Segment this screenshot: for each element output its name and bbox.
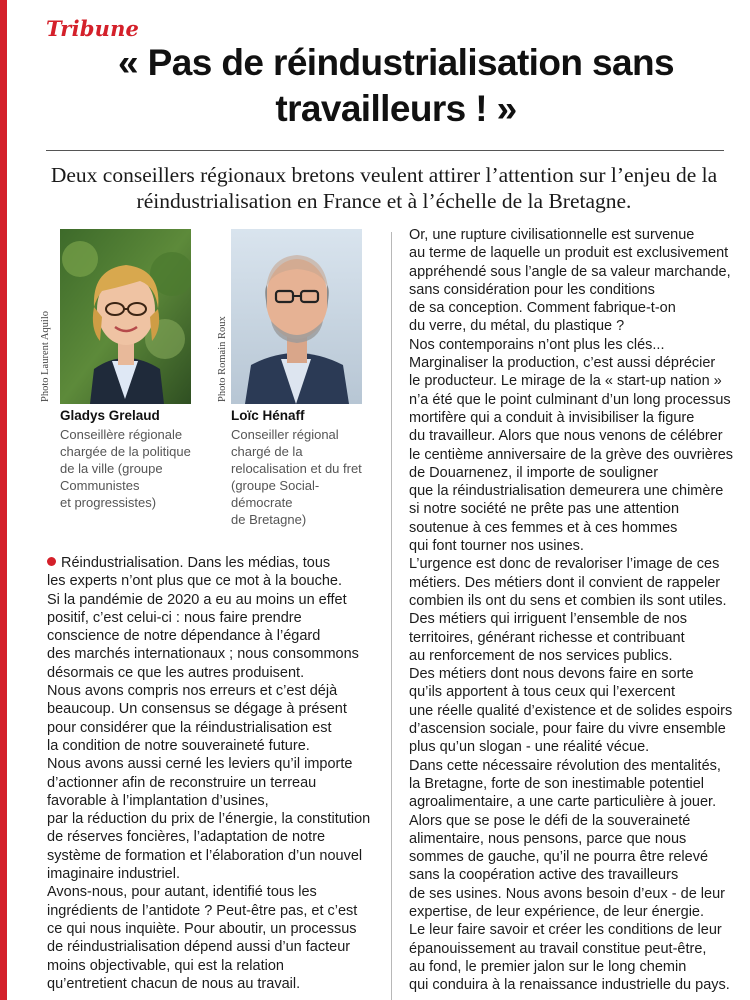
- role-line: relocalisation et du fret: [231, 461, 362, 476]
- body-line: de réserves foncières, l’adaptation de notre: [47, 829, 326, 846]
- body-line: système de formation et l’élaboration d’un nouvel: [47, 847, 363, 864]
- red-bullet-icon: [47, 557, 56, 566]
- body-line: Le leur faire savoir et créer les conditions de leur: [409, 922, 722, 939]
- body-line: Nos contemporains n’ont plus les clés...: [409, 336, 665, 353]
- body-line: d’actionner afin de reconstruire un terreau: [47, 774, 317, 791]
- body-line: au fond, le premier jalon sur le long chemin: [409, 958, 687, 975]
- body-line: désormais ce que les autres produisent.: [47, 664, 305, 681]
- portrait-loic-henaff: [231, 229, 362, 404]
- body-line: métiers. Des métiers dont il convient de rappeler: [409, 574, 721, 591]
- body-line: pour considérer que la réindustrialisation est: [47, 719, 332, 736]
- role-line: de la ville (groupe: [60, 461, 163, 476]
- body-line: Alors que se pose le défi de la souveraineté: [409, 812, 691, 829]
- body-line: Des métiers dont nous devons faire en sorte: [409, 666, 694, 683]
- body-line: que la réindustrialisation demeurera une chimère: [409, 483, 724, 500]
- body-line: moins objectivable, qui est la relation: [47, 957, 284, 974]
- body-line: soutenue à ces femmes et à ces hommes: [409, 519, 678, 536]
- body-line: qu’entretient chacun de nous au travail.: [47, 975, 301, 992]
- standfirst: Deux conseillers régionaux bretons veulent attirer l’attention sur l’enjeu de la réindustrialisation en France et à l’échelle de la Bretagne.: [50, 163, 718, 213]
- body-line: ingrédients de l’antidote ? Peut-être pas, et c’est: [47, 902, 358, 919]
- body-line: la Bretagne, forte de son inestimable potentiel: [409, 775, 705, 792]
- body-line: des marchés internationaux ; nous consommons: [47, 646, 359, 663]
- body-line: Réindustrialisation. Dans les médias, tous: [47, 554, 383, 572]
- body-line: conscience de notre dépendance à l’égard: [47, 628, 321, 645]
- role-line: chargée de la politique: [60, 444, 191, 459]
- body-line: qui font tourner nos usines.: [409, 538, 584, 555]
- body-line: plus qu’un slogan - une réalité vécue.: [409, 739, 650, 756]
- photo-credit-1: Photo Laurent Aquilo: [40, 311, 51, 402]
- body-line: les experts n’ont plus que ce mot à la bouche.: [47, 573, 343, 590]
- body-line: sommes de gauche, qu’il ne pourra être relevé: [409, 849, 709, 866]
- accent-bar: [0, 0, 7, 1000]
- photo-credit-2: Photo Romain Roux: [217, 316, 228, 402]
- person-role-1: [60, 426, 191, 511]
- body-line: épanouissement au travail constitue peut-être,: [409, 940, 707, 957]
- headline: « Pas de réindustrialisation sans travailleurs ! »: [118, 42, 674, 129]
- portrait-gladys-grelaud: [60, 229, 191, 404]
- body-line: une réelle qualité d’existence et de solides espoirs: [409, 702, 733, 719]
- role-line: Communistes: [60, 478, 140, 493]
- body-line: L’urgence est donc de revaloriser l’image de ces: [409, 556, 720, 573]
- body-line: au renforcement de nos services publics.: [409, 647, 673, 664]
- body-line: ce qui nous inquiète. Pour aboutir, un processus: [47, 920, 357, 937]
- role-line: (groupe Social-: [231, 478, 320, 493]
- body-line: sans considération pour les conditions: [409, 281, 655, 298]
- person-name-2: Loïc Hénaff: [231, 408, 305, 423]
- body-line: qui conduira à la renaissance industrielle du pays.: [409, 977, 730, 994]
- body-line: le producteur. Le mirage de la « start-up nation »: [409, 373, 722, 390]
- section-label: Tribune: [46, 16, 140, 41]
- body-line: alimentaire, nous pensons, parce que nous: [409, 830, 687, 847]
- role-line: chargé de la: [231, 444, 303, 459]
- body-line: du verre, du métal, du plastique ?: [409, 318, 625, 335]
- body-line: si notre société ne prête pas une attention: [409, 501, 680, 518]
- body-line: sans la coopération active des travailleurs: [409, 867, 679, 884]
- body-line: positif, c’est celui-ci : nous faire prendre: [47, 609, 302, 626]
- body-line: par la réduction du prix de l’énergie, la constitution: [47, 811, 371, 828]
- body-line: du travailleur. Alors que nous venons de célébrer: [409, 428, 723, 445]
- body-line: Avons-nous, pour autant, identifié tous les: [47, 884, 317, 901]
- body-line: territoires, générant richesse et contribuant: [409, 629, 685, 646]
- body-line: imaginaire industriel.: [47, 866, 180, 883]
- role-line: Conseiller régional: [231, 427, 339, 442]
- role-line: et progressistes): [60, 495, 157, 510]
- body-line: favorable à l’implantation d’usines,: [47, 792, 269, 809]
- role-line: Conseillère régionale: [60, 427, 183, 442]
- body-line: Si la pandémie de 2020 a eu au moins un effet: [47, 591, 347, 608]
- body-line: au terme de laquelle un produit est exclusivement: [409, 245, 729, 262]
- header-divider: [46, 150, 724, 151]
- body-line: n’a été que le point culminant d’un long processus: [409, 391, 731, 408]
- body-line: Dans cette nécessaire révolution des mentalités,: [409, 757, 721, 774]
- body-line: Nous avons aussi cerné les leviers qu’il importe: [47, 756, 353, 773]
- body-line: Nous avons compris nos erreurs et c’est déjà: [47, 683, 338, 700]
- body-line: de Douarnenez, il importe de souligner: [409, 464, 659, 481]
- body-line: qu’ils apportent à tous ceux qui l’exercent: [409, 684, 675, 701]
- role-line: de Bretagne): [231, 512, 307, 527]
- article-body-right: [409, 226, 745, 994]
- body-line: la condition de notre souveraineté future.: [47, 737, 310, 754]
- body-line: combien ils ont du sens et combien ils sont utiles.: [409, 592, 727, 609]
- body-line: Or, une rupture civilisationnelle est survenue: [409, 227, 695, 243]
- body-line: Marginaliser la production, c’est aussi déprécier: [409, 355, 716, 372]
- body-line: expertise, de leur expérience, de leur énergie.: [409, 903, 705, 920]
- body-line: de réindustrialisation dépend aussi d’un facteur: [47, 939, 351, 956]
- body-line: appréhendé sous l’angle de sa valeur marchande,: [409, 263, 731, 280]
- body-line: beaucoup. Un consensus se dégage à présent: [47, 701, 347, 718]
- person-name-1: Gladys Grelaud: [60, 408, 160, 423]
- body-line: de sa conception. Comment fabrique-t-on: [409, 300, 676, 317]
- body-line: d’ascension sociale, pour faire du vivre ensemble: [409, 721, 726, 738]
- column-divider: [391, 232, 392, 1000]
- body-line: de ses usines. Nous avons besoin d’eux - de leur: [409, 885, 725, 902]
- body-line: Des métiers qui irriguent l’ensemble de nos: [409, 611, 688, 628]
- body-line: mortifère qui a conduit à invisibiliser la figure: [409, 409, 695, 426]
- body-line: le centième anniversaire de la grève des ouvrières: [409, 446, 734, 463]
- person-role-2: [231, 426, 362, 528]
- article-body-left: [47, 554, 383, 993]
- role-line: démocrate: [231, 495, 293, 510]
- body-line: agroalimentaire, a une carte particulière à jouer.: [409, 794, 717, 811]
